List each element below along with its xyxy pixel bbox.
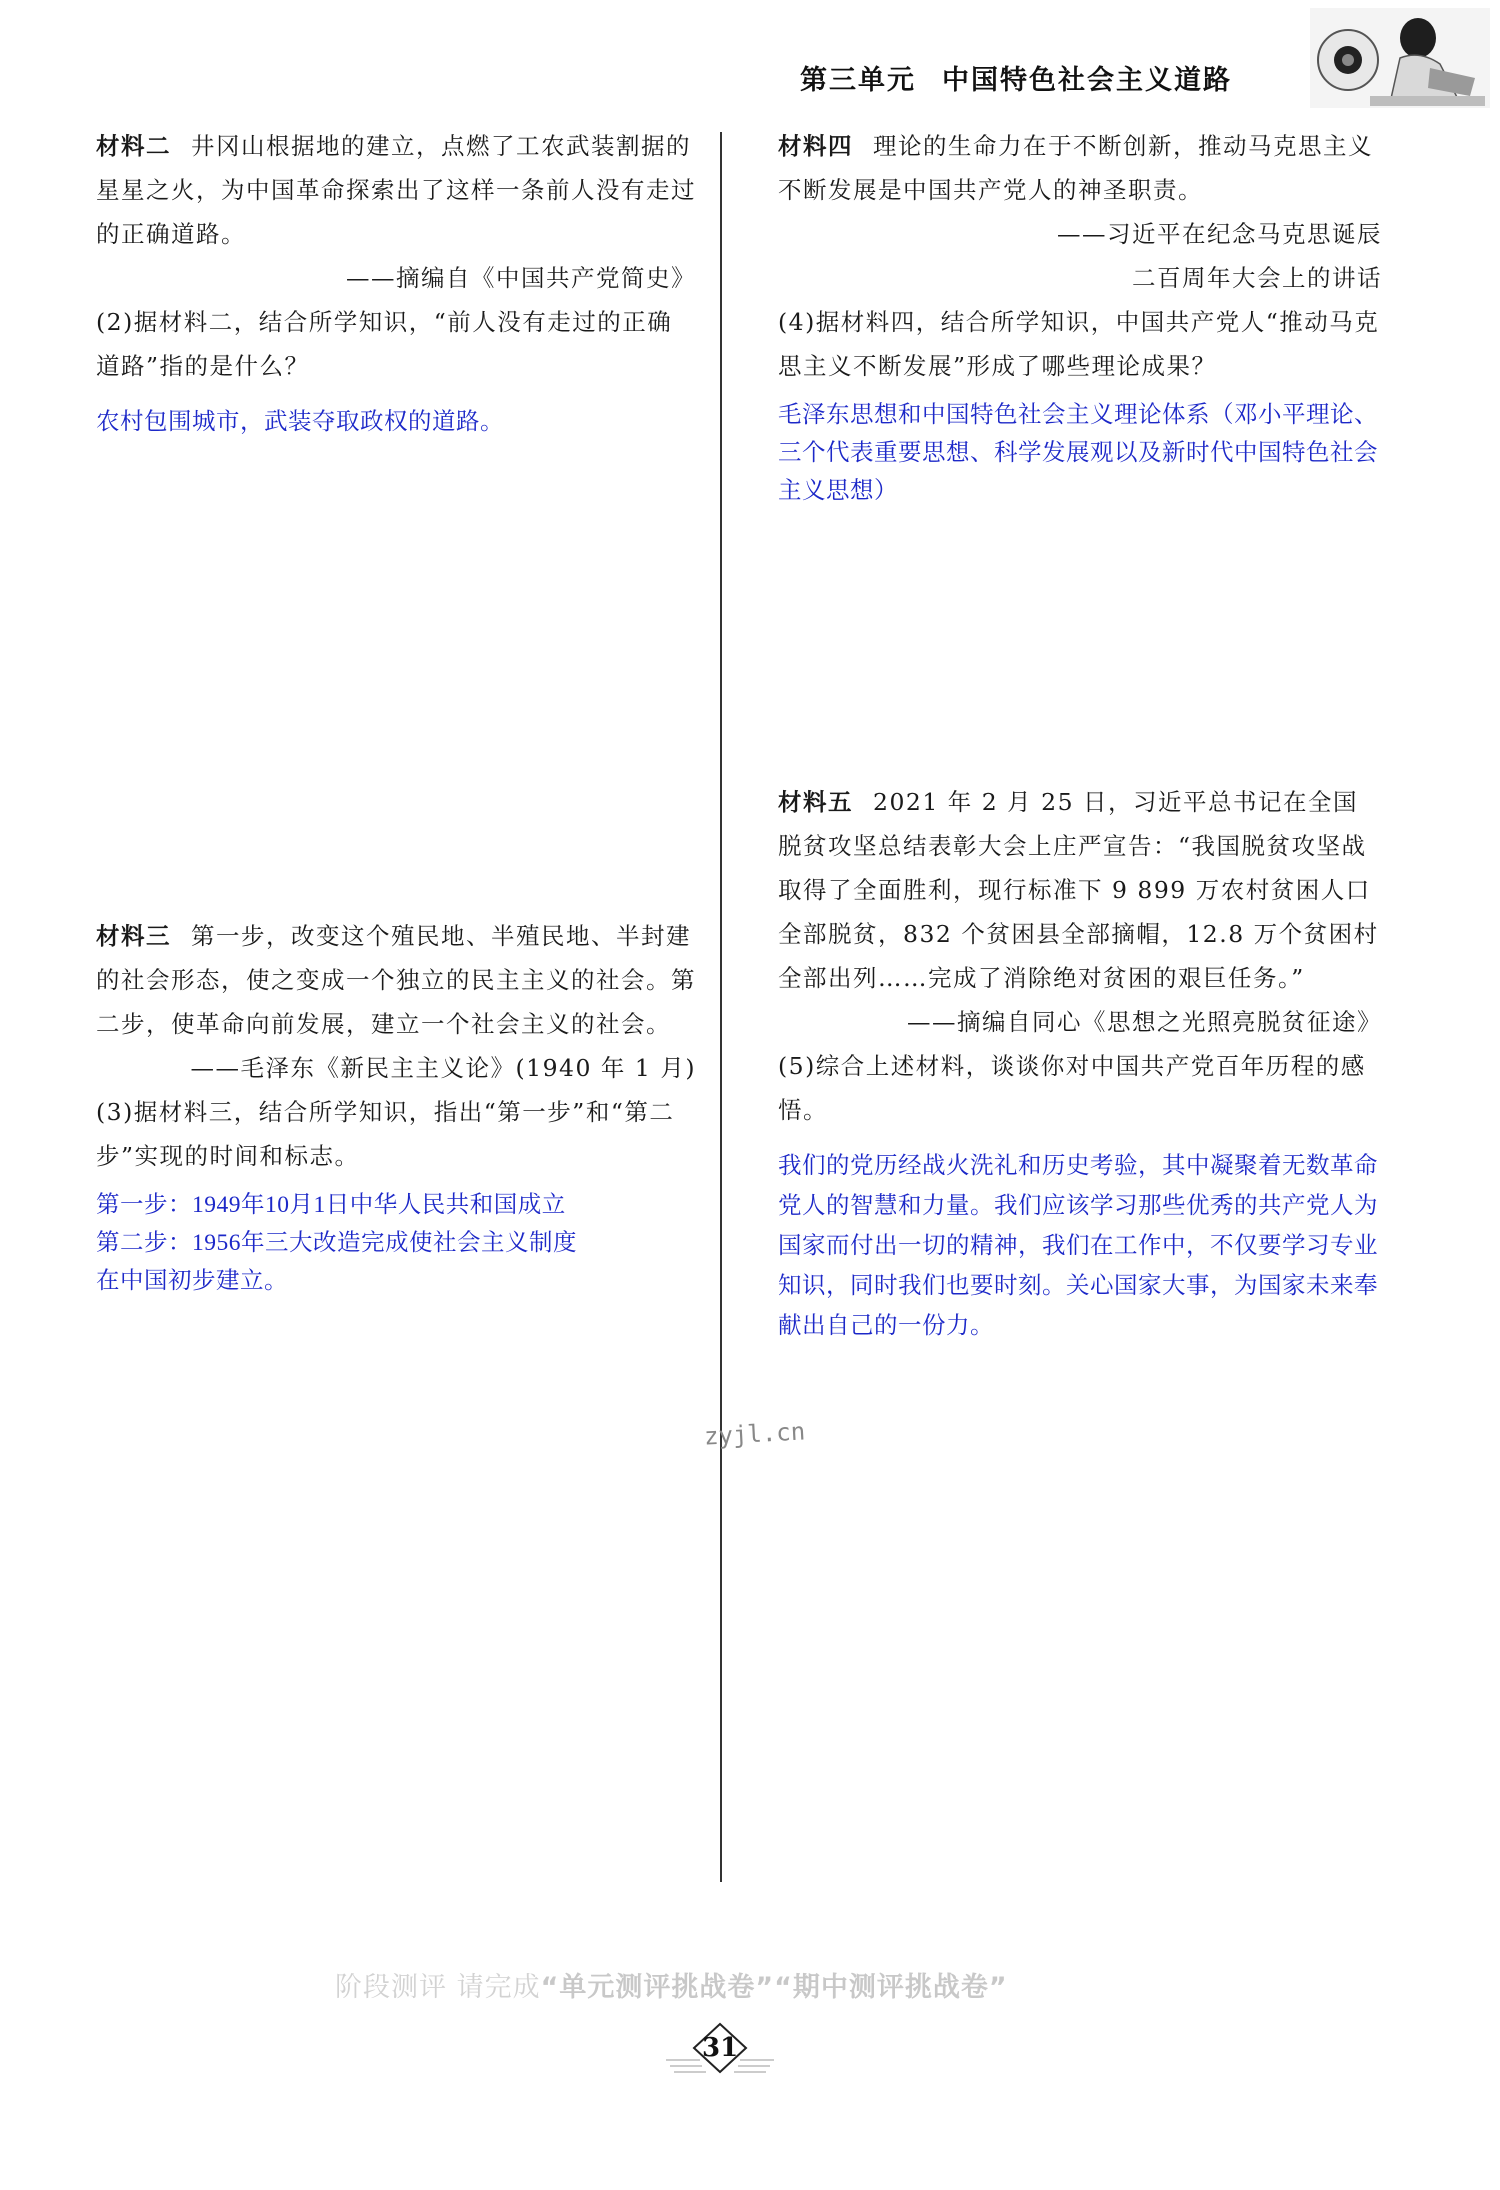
material-five [778, 780, 1382, 1346]
page-number: 31 [702, 2033, 739, 2063]
material-four-source-2: 二百周年大会上的讲话 [1132, 264, 1382, 292]
material-four-text: 材料四 理论的生命力在于不断创新，推动马克思主义不断发展是中国共产党人的神圣职责。 [778, 132, 1373, 204]
material-three-label: 材料三 [96, 922, 171, 950]
material-four-source-1: ——习近平在纪念马克思诞辰 [1057, 220, 1382, 248]
material-two-label: 材料二 [96, 132, 171, 160]
material-five-text: 材料五 2021 年 2 月 25 日，习近平总书记在全国脱贫攻坚总结表彰大会上庄严宣告：“我国脱贫攻坚战取得了全面胜利，现行标准下 9 899 万农村贫困人口全部脱贫，832 个贫困县全部摘帽，12.8 万个贫困村全部出列……完成了消除绝对贫困的艰巨任务。” [778, 788, 1379, 992]
material-two-text: 材料二 井冈山根据地的建立，点燃了工农武装割据的星星之火，为中国革命探索出了这样一条前人没有走过的正确道路。 [96, 132, 696, 248]
answer-2: 农村包围城市，武装夺取政权的道路。 [96, 409, 504, 435]
answer-5: 我们的党历经战火洗礼和历史考验，其中凝聚着无数革命党人的智慧和力量。我们应该学习那些优秀的共产党人为国家而付出一切的精神，我们在工作中，不仅要学习专业知识，同时我们也要时刻。关心国家大事，为国家未来奉献出自己的一份力。 [778, 1153, 1378, 1339]
footer-prefix: 阶段测评 请完成 [335, 1972, 541, 2003]
answer-4: 毛泽东思想和中国特色社会主义理论体系（邓小平理论、三个代表重要思想、科学发展观以及新时代中国特色社会主义思想） [778, 402, 1378, 504]
unit-number: 第三单元 [800, 65, 916, 96]
material-two [96, 124, 696, 444]
answer-3-line-2: 第二步：1956年三大改造完成使社会主义制度 [96, 1230, 577, 1256]
material-two-source: ——摘编自《中国共产党简史》 [346, 264, 696, 292]
question-3: (3)据材料三，结合所学知识，指出“第一步”和“第二步”实现的时间和标志。 [96, 1098, 675, 1170]
material-four [778, 124, 1382, 510]
footer-paper-2: “期中测评挑战卷” [774, 1972, 1008, 2003]
material-five-label: 材料五 [778, 788, 853, 816]
student-illustration-icon [1310, 8, 1490, 108]
material-three-text: 材料三 第一步，改变这个殖民地、半殖民地、半封建的社会形态，使之变成一个独立的民主主义的社会。第二步，使革命向前发展，建立一个社会主义的社会。 [96, 922, 696, 1038]
answer-3-line-3: 在中国初步建立。 [96, 1268, 288, 1294]
page-number-badge [660, 2020, 780, 2090]
watermark: zyjl.cn [703, 1417, 806, 1451]
material-three [96, 914, 696, 1300]
question-4: (4)据材料四，结合所学知识，中国共产党人“推动马克思主义不断发展”形成了哪些理论成果？ [778, 308, 1380, 380]
unit-header [800, 58, 1232, 97]
material-four-label: 材料四 [778, 132, 853, 160]
question-5: (5)综合上述材料，谈谈你对中国共产党百年历程的感悟。 [778, 1052, 1366, 1124]
material-three-source: ——毛泽东《新民主主义论》(1940 年 1 月) [190, 1054, 696, 1082]
footer-note [335, 1965, 1008, 2004]
question-2: (2)据材料二，结合所学知识，“前人没有走过的正确道路”指的是什么？ [96, 308, 673, 380]
material-five-source: ——摘编自同心《思想之光照亮脱贫征途》 [907, 1008, 1382, 1036]
answer-3 [96, 1186, 696, 1300]
unit-title: 中国特色社会主义道路 [942, 65, 1232, 96]
answer-3-line-1: 第一步：1949年10月1日中华人民共和国成立 [96, 1192, 566, 1218]
column-divider [720, 132, 722, 1882]
footer-paper-1: “单元测评挑战卷” [540, 1972, 775, 2003]
